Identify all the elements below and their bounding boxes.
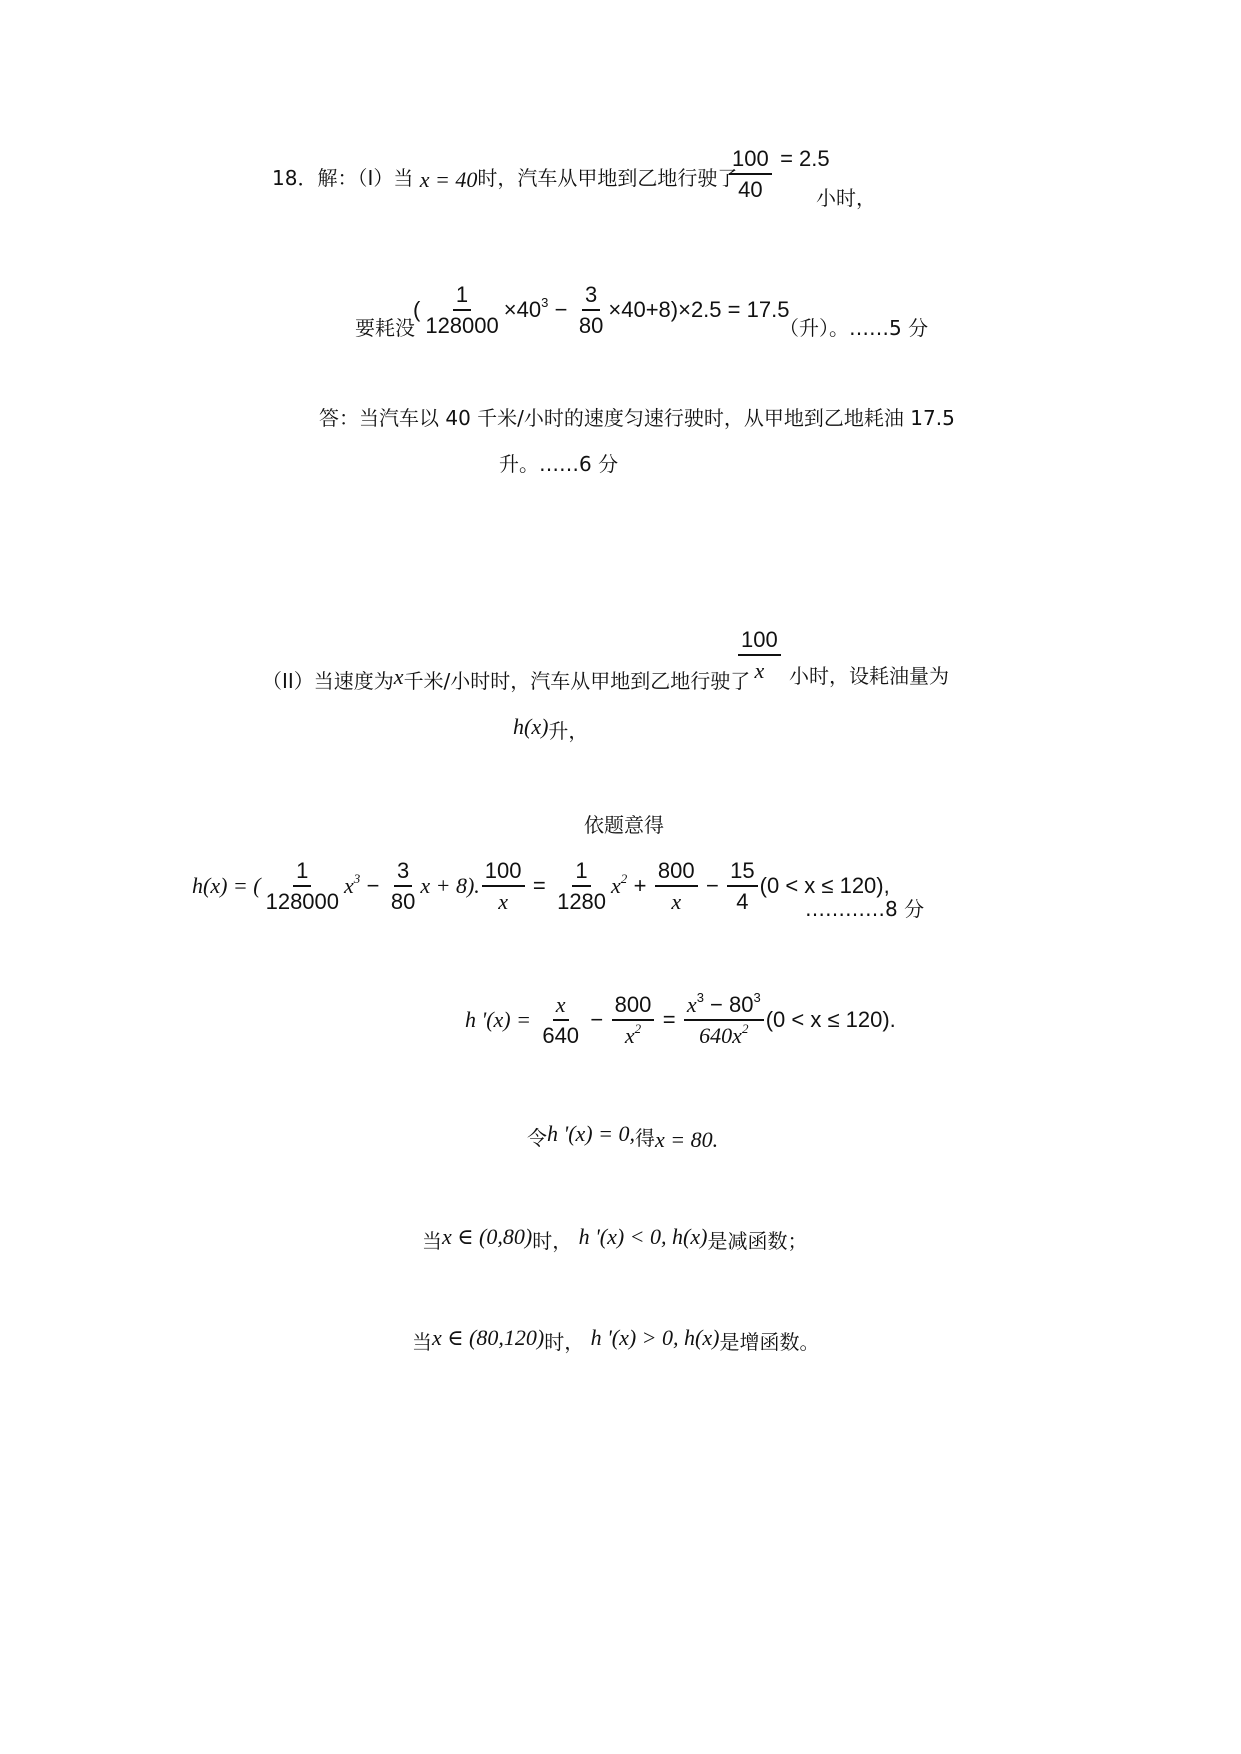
- frac-num: 800: [655, 858, 698, 887]
- exponent: 3: [541, 295, 549, 311]
- equals-sign: =: [662, 1007, 676, 1033]
- frac-num: 100: [738, 627, 781, 656]
- dec-text: 是减函数；: [707, 1229, 808, 1253]
- frac-den: 4: [736, 889, 749, 915]
- exponent: 3: [353, 871, 361, 887]
- hx-line: [513, 713, 589, 743]
- hx-frac-e: [655, 858, 698, 915]
- var-x: x: [393, 664, 404, 689]
- num-mid: − 80: [703, 992, 754, 1017]
- frac-den: x: [498, 889, 509, 915]
- frac-num: [684, 992, 764, 1021]
- inc-shi: 时，: [544, 1330, 585, 1354]
- deriv-frac-c: [684, 992, 764, 1049]
- hx-frac-c: [482, 858, 525, 915]
- hx-frac-a: [263, 858, 342, 915]
- left-paren: (: [413, 297, 421, 323]
- deriv-frac-a: [539, 992, 582, 1049]
- drive-text: 汽车从甲地到乙地行驶了: [517, 166, 738, 190]
- frac-num: x: [553, 992, 569, 1021]
- hx-frac-d: [554, 858, 609, 915]
- decreasing-line: [422, 1223, 808, 1253]
- when-comma: 时，: [477, 166, 518, 190]
- hx-lhs: h(x) = (: [192, 873, 261, 899]
- times-40: [503, 295, 549, 323]
- time-fraction: [727, 146, 830, 203]
- part2-label: （II）当速度为: [262, 669, 394, 693]
- minus-sign: −: [554, 297, 568, 323]
- part2-fraction: [736, 627, 783, 684]
- frac-den: 640: [542, 1023, 580, 1049]
- q18-line: [272, 168, 737, 191]
- hx-score: …………8 分: [805, 897, 925, 921]
- minus-sign: −: [590, 1007, 604, 1033]
- frac-den: 80: [578, 313, 604, 339]
- dec-range: x ∈ (0,80): [442, 1223, 533, 1249]
- frac-num: 3: [394, 858, 412, 887]
- frac-den: x: [671, 889, 682, 915]
- frac-100-40: [729, 146, 772, 203]
- minus-sign-2: −: [705, 873, 719, 899]
- exponent: 2: [741, 1021, 749, 1037]
- inc-expr: h '(x) > 0, h(x): [590, 1324, 720, 1350]
- frac-num: 100: [482, 858, 525, 887]
- frac-den: [622, 1021, 644, 1048]
- fuel-label: 要耗没: [355, 316, 415, 340]
- condition-x40: x = 40: [419, 166, 478, 192]
- derivative-equation: [465, 992, 896, 1049]
- question-number: 18．: [272, 166, 318, 190]
- fuel-equation: [413, 282, 789, 339]
- frac-num: 1: [293, 858, 311, 887]
- solution-label: 解：: [317, 166, 358, 190]
- frac-num: 15: [727, 858, 757, 887]
- inc-dang: 当: [412, 1330, 432, 1354]
- dec-shi: 时，: [532, 1229, 573, 1253]
- minus-sign: −: [366, 873, 380, 899]
- frac-den: [696, 1021, 751, 1048]
- x-base: x: [344, 873, 354, 899]
- when-text: 当: [393, 166, 414, 190]
- frac-den: 40: [738, 177, 763, 203]
- part-label: （I）: [357, 166, 394, 190]
- frac-num: 100: [729, 146, 772, 175]
- hx-mid: x + 8).: [420, 873, 480, 899]
- increasing-line: [412, 1324, 820, 1354]
- dec-expr: h '(x) < 0, h(x): [578, 1223, 708, 1249]
- hx: h(x): [513, 713, 549, 739]
- answer-line-2: 升。……6 分: [499, 452, 619, 476]
- den-base: x: [624, 1023, 635, 1049]
- frac-den: 1280: [557, 889, 607, 915]
- hx-frac-f: [727, 858, 757, 915]
- frac-100-x: [738, 627, 781, 684]
- den-base: 640x: [699, 1023, 742, 1049]
- fuel-tail: ×40+8)×2.5 = 17.5: [608, 297, 790, 323]
- num-base: x: [686, 992, 697, 1017]
- frac-num: 3: [582, 282, 600, 311]
- hx-equation: [192, 858, 890, 915]
- inc-text: 是增函数。: [719, 1330, 820, 1354]
- hx-domain: (0 < x ≤ 120),: [759, 873, 890, 899]
- frac-den: 128000: [425, 313, 499, 339]
- frac-den: 128000: [265, 889, 340, 915]
- de-text: 得: [634, 1126, 655, 1150]
- deriv-lhs: h '(x) =: [465, 1007, 531, 1033]
- frac-num: 1: [453, 282, 471, 311]
- equals-sign: =: [532, 873, 546, 899]
- part2-line: [262, 666, 750, 691]
- x-cubed: [344, 871, 361, 899]
- part2-text1: 千米/小时时，汽车从甲地到乙地行驶了: [403, 669, 751, 693]
- deriv-frac-b: [612, 992, 655, 1049]
- exponent: 2: [634, 1021, 642, 1037]
- fuel-unit-score: （升）。……5 分: [779, 316, 929, 340]
- hx-frac-b: [388, 858, 418, 915]
- dec-dang: 当: [422, 1229, 442, 1253]
- sheng-text: 升，: [548, 719, 589, 743]
- ling-text: 令: [527, 1126, 547, 1150]
- frac-num: 1: [572, 858, 590, 887]
- frac-num: 800: [612, 992, 655, 1021]
- exponent: 3: [753, 990, 761, 1005]
- set-zero-expr: h '(x) = 0,: [547, 1120, 635, 1146]
- frac-den: x: [754, 658, 765, 684]
- x-squared: [611, 871, 628, 899]
- frac-den: 80: [390, 889, 416, 915]
- part2-text2: 小时，设耗油量为: [789, 664, 949, 688]
- set-zero-line: [527, 1120, 719, 1152]
- according-text: 依题意得: [584, 813, 664, 837]
- exponent: 2: [620, 871, 628, 887]
- plus-sign: +: [633, 873, 647, 899]
- deriv-domain: (0 < x ≤ 120).: [765, 1007, 896, 1033]
- x-base: x: [611, 873, 621, 899]
- set-zero-result: x = 80.: [654, 1126, 719, 1152]
- answer-line-1: 答：当汽车以 40 千米/小时的速度匀速行驶时，从甲地到乙地耗油 17.5: [319, 406, 955, 430]
- hours-comma: 小时，: [816, 186, 876, 210]
- times-40-text: ×40: [503, 297, 542, 323]
- inc-range: x ∈ (80,120): [432, 1324, 545, 1350]
- fuel-frac-1: [422, 282, 501, 339]
- exponent: 3: [696, 990, 704, 1005]
- eq-2-5: = 2.5: [780, 145, 830, 171]
- fuel-frac-2: [576, 282, 606, 339]
